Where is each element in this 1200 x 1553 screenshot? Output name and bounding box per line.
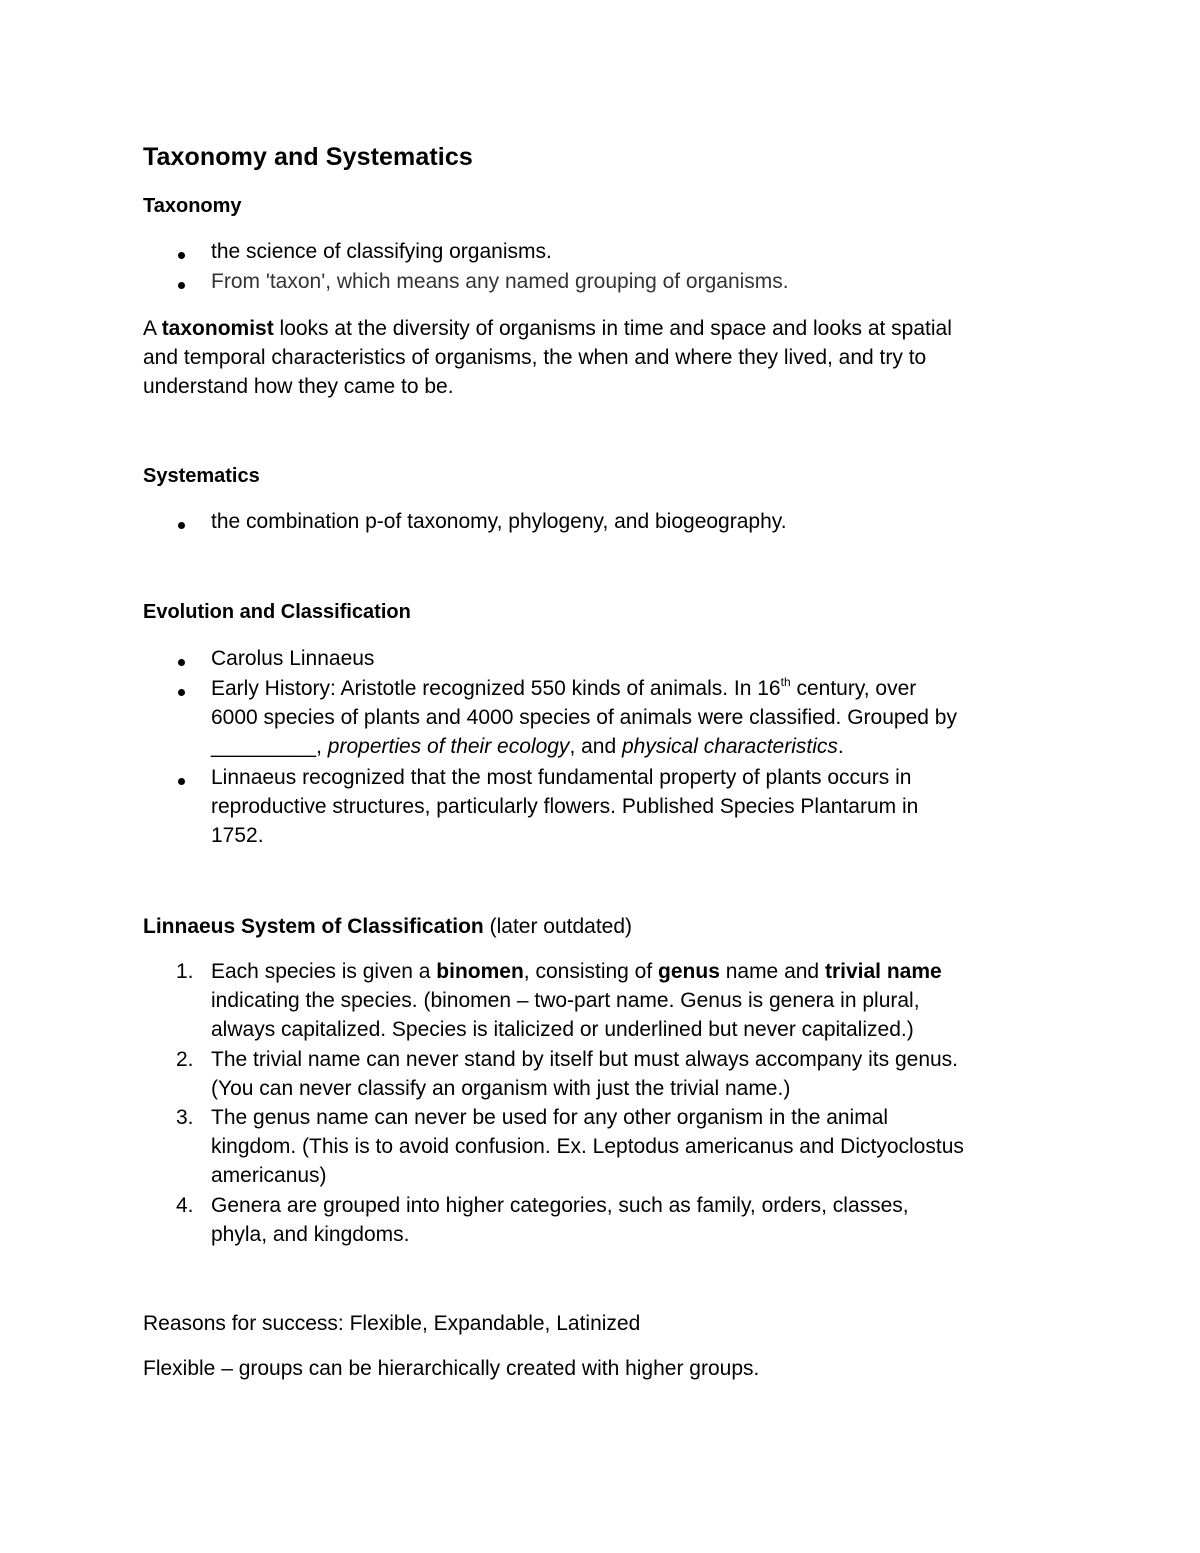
evolution-bullet-2-line-1: Early History: Aristotle recognized 550 kinds of animals. In 16th century, over xyxy=(211,675,917,700)
evolution-bullet-2-line-2: 6000 species of plants and 4000 species of animals were classified. Grouped by xyxy=(211,706,957,729)
document-title: Taxonomy and Systematics xyxy=(143,143,473,171)
heading-evolution-classification: Evolution and Classification xyxy=(143,601,411,623)
evolution-bullet-3-line-2: reproductive structures, particularly flowers. Published Species Plantarum in xyxy=(211,795,919,818)
taxonomist-term: taxonomist xyxy=(161,317,274,340)
taxonomy-bullet-2: From 'taxon', which means any named grouping of organisms. xyxy=(211,270,789,293)
evolution-bullet-3-line-1: Linnaeus recognized that the most fundamental property of plants occurs in xyxy=(211,766,912,789)
linnaeus-item-4-line-1: Genera are grouped into higher categories, such as family, orders, classes, xyxy=(211,1194,909,1217)
evolution-bullet-2-line-3: _________, properties of their ecology, and physical characteristics. xyxy=(211,735,844,758)
linnaeus-item-1-line-3: always capitalized. Species is italicized or underlined but never capitalized.) xyxy=(211,1018,914,1041)
bullet-dot xyxy=(178,689,185,696)
fill-in-blank: _________ xyxy=(211,735,317,758)
superscript-th: th xyxy=(780,675,791,689)
evolution-bullet-3-line-3: 1752. xyxy=(211,824,264,847)
bullet-dot xyxy=(178,778,185,785)
flexible-definition: Flexible – groups can be hierarchically created with higher groups. xyxy=(143,1357,760,1380)
list-number-4: 4. xyxy=(176,1194,194,1217)
linnaeus-item-1-line-1: Each species is given a binomen, consisting of genus name and trivial name xyxy=(211,960,942,983)
heading-taxonomy: Taxonomy xyxy=(143,195,242,217)
list-number-3: 3. xyxy=(176,1106,194,1129)
linnaeus-item-3-line-1: The genus name can never be used for any other organism in the animal xyxy=(211,1106,889,1129)
linnaeus-item-2-line-2: (You can never classify an organism with just the trivial name.) xyxy=(211,1077,791,1100)
linnaeus-item-3-line-2: kingdom. (This is to avoid confusion. Ex. Leptodus americanus and Dictyoclostus xyxy=(211,1135,964,1158)
taxonomist-paragraph-line-3: understand how they came to be. xyxy=(143,375,454,398)
taxonomist-paragraph-line-1: A taxonomist looks at the diversity of organisms in time and space and looks at spatial xyxy=(143,317,952,340)
bullet-dot xyxy=(178,252,185,259)
linnaeus-item-3-line-3: americanus) xyxy=(211,1164,327,1187)
systematics-bullet-1: the combination p-of taxonomy, phylogeny, and biogeography. xyxy=(211,510,787,533)
list-number-1: 1. xyxy=(176,960,194,983)
heading-systematics: Systematics xyxy=(143,465,260,487)
bullet-dot xyxy=(178,522,185,529)
bullet-dot xyxy=(178,282,185,289)
linnaeus-item-2-line-1: The trivial name can never stand by itself but must always accompany its genus. xyxy=(211,1048,959,1071)
taxonomist-paragraph-line-2: and temporal characteristics of organisms, the when and where they lived, and try to xyxy=(143,346,927,369)
reasons-for-success: Reasons for success: Flexible, Expandable, Latinized xyxy=(143,1312,641,1335)
evolution-bullet-1: Carolus Linnaeus xyxy=(211,647,375,670)
linnaeus-item-1-line-2: indicating the species. (binomen – two-part name. Genus is genera in plural, xyxy=(211,989,920,1012)
linnaeus-item-4-line-2: phyla, and kingdoms. xyxy=(211,1223,410,1246)
bullet-dot xyxy=(178,659,185,666)
taxonomy-bullet-1: the science of classifying organisms. xyxy=(211,240,552,263)
heading-linnaeus-system: Linnaeus System of Classification (later outdated) xyxy=(143,915,633,938)
list-number-2: 2. xyxy=(176,1048,194,1071)
